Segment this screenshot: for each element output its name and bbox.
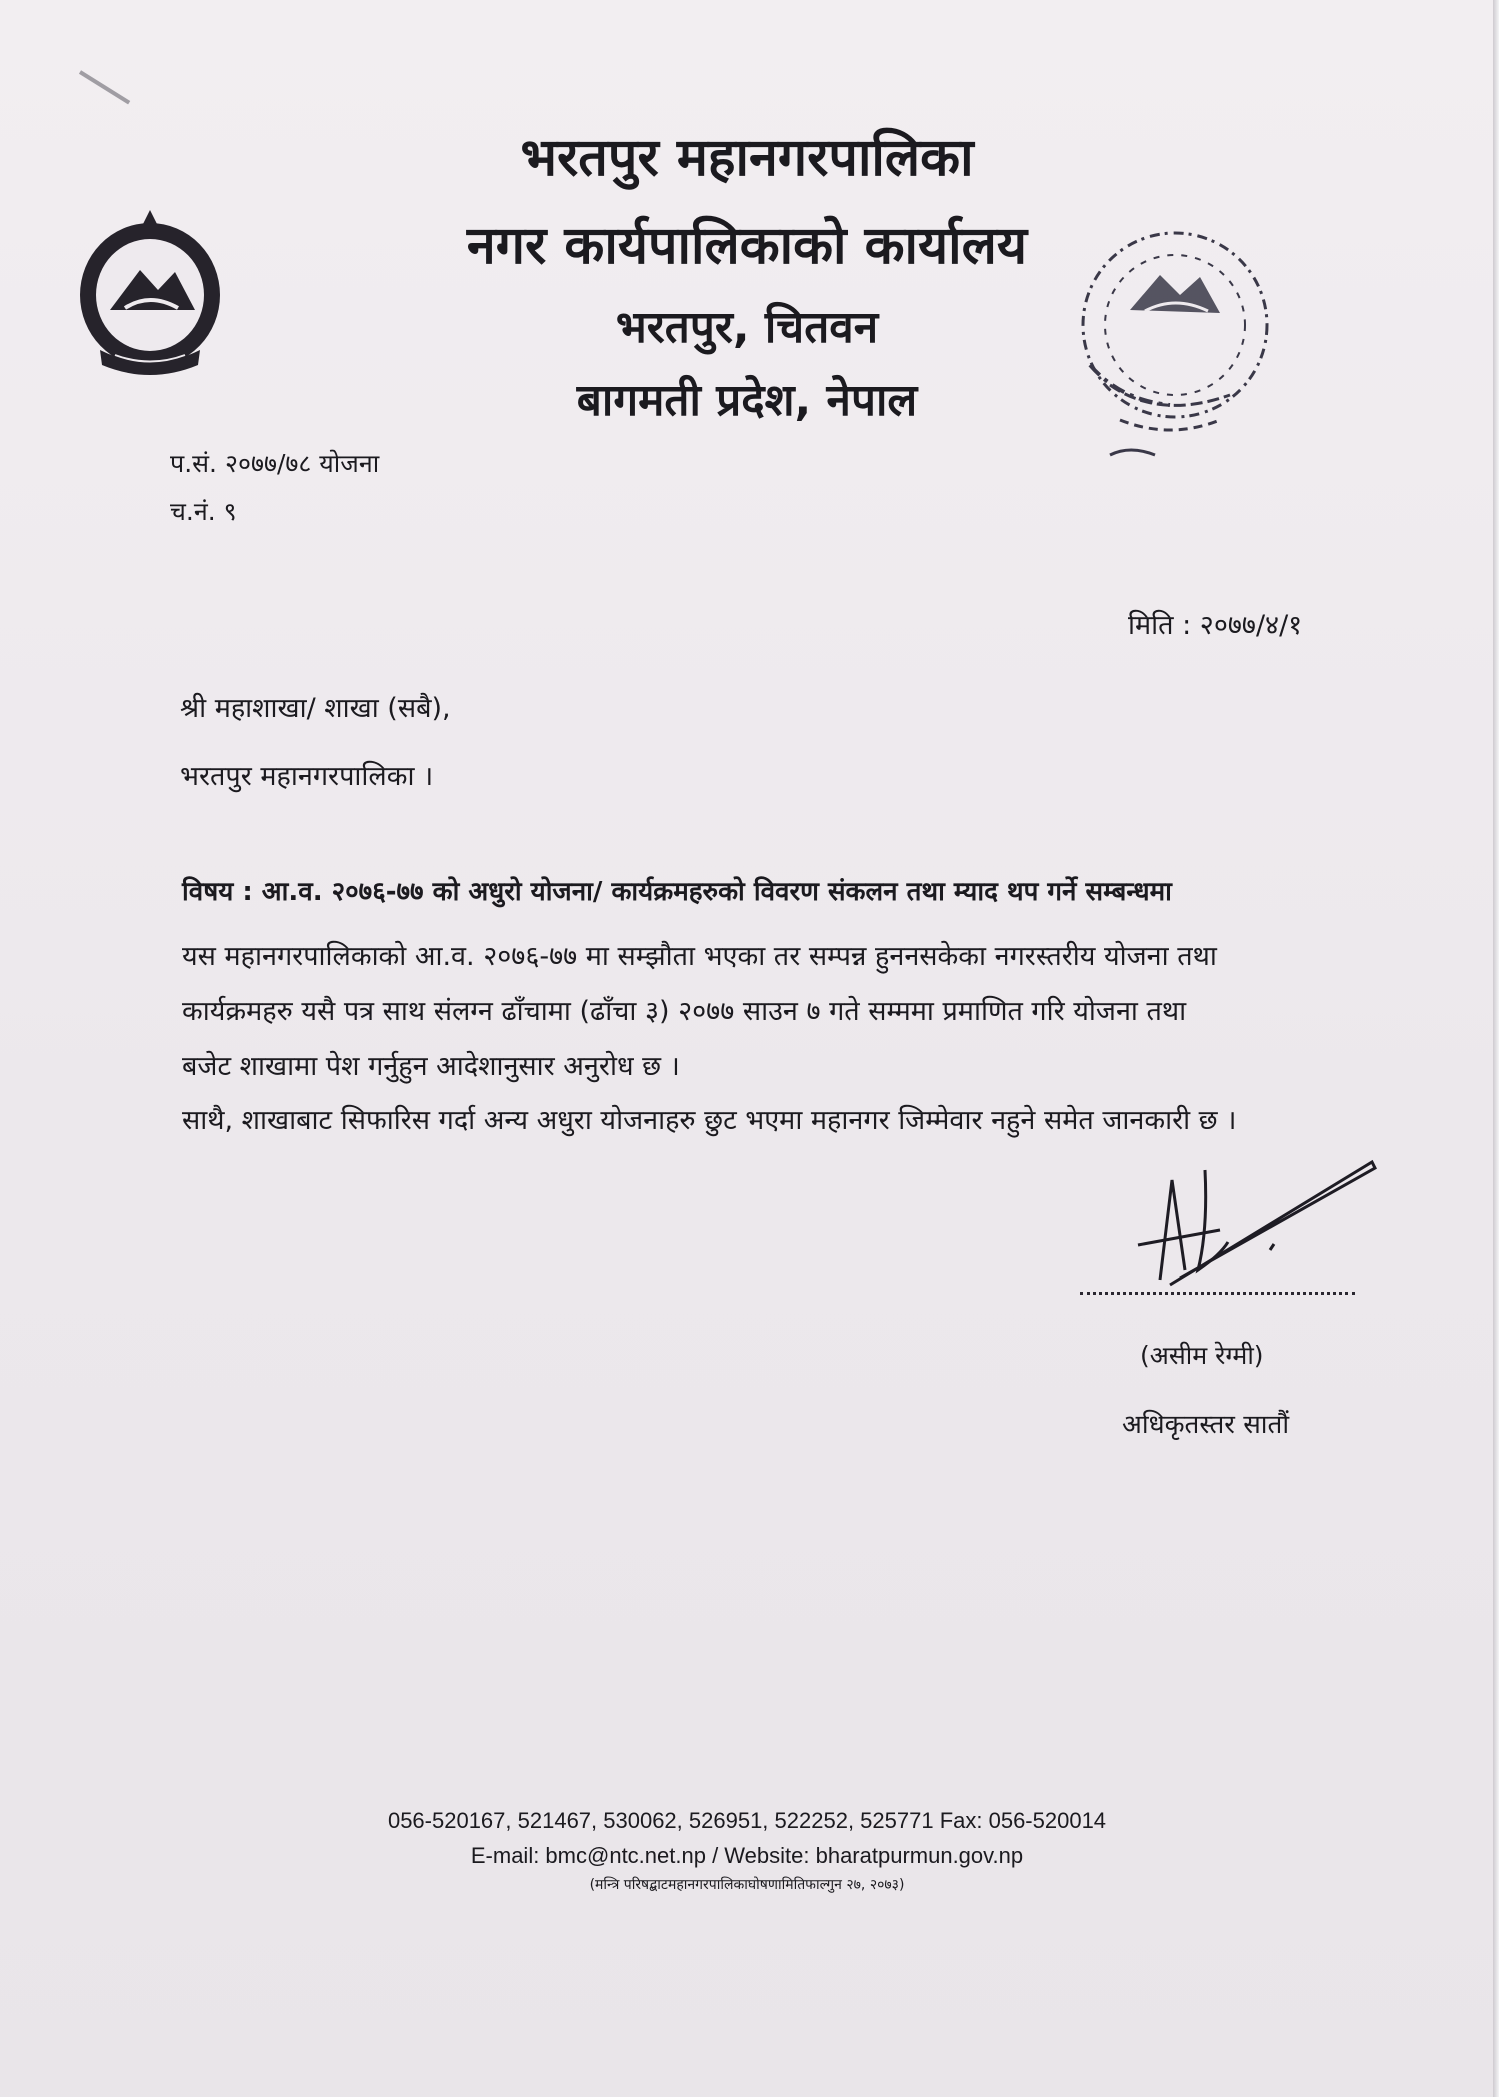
header-office: नगर कार्यपालिकाको कार्यालय xyxy=(466,216,1028,276)
reference-number: प.सं. २०७७/७८ योजना xyxy=(170,449,380,478)
footer-phone-fax: 056-520167, 521467, 530062, 526951, 522252, 525771 Fax: 056-520014 xyxy=(387,1808,1107,1833)
header-municipality: भरतपुर महानगरपालिका xyxy=(520,128,974,188)
signatory-designation: अधिकृतस्तर सातौं xyxy=(1122,1410,1290,1440)
footer-email-website: E-mail: bmc@ntc.net.np / Website: bharatpurmun.gov.np xyxy=(470,1843,1024,1868)
letter-subject: विषय : आ.व. २०७६-७७ को अधुरो योजना/ कार्यक्रमहरुको विवरण संकलन तथा म्याद थप गर्ने सम्बन्धमा xyxy=(182,877,1172,907)
header-province: बागमती प्रदेश, नेपाल xyxy=(576,375,918,426)
body-para2: साथै, शाखाबाट सिफारिस गर्दा अन्य अधुरा योजनाहरु छुट भएमा महानगर जिम्मेवार नहुने समेत जानकारी छ । xyxy=(182,1105,1237,1136)
dispatch-number: च.नं. ९ xyxy=(170,497,237,526)
body-para1-line3: बजेट शाखामा पेश गर्नुहुन आदेशानुसार अनुरोध छ । xyxy=(182,1051,680,1082)
recipient-line-1: श्री महाशाखा/ शाखा (सबै), xyxy=(180,693,451,724)
handwritten-signature-icon xyxy=(1110,1150,1390,1290)
header-city: भरतपुर, चितवन xyxy=(615,302,879,353)
office-stamp-icon xyxy=(1060,215,1280,465)
body-para1-line2: कार्यक्रमहरु यसै पत्र साथ संलग्न ढाँचामा (ढाँचा ३) २०७७ साउन ७ गते सम्ममा प्रमाणित गरि योजना तथा xyxy=(182,996,1187,1027)
signature-line xyxy=(1080,1292,1355,1295)
signatory-name: (असीम रेग्मी) xyxy=(1140,1341,1264,1370)
letter-date: मिति : २०७७/४/१ xyxy=(1128,610,1303,641)
footer-declaration-note: (मन्त्रि परिषद्बाटमहानगरपालिकाघोषणामितिफाल्गुन २७, २०७३) xyxy=(589,1877,905,1893)
recipient-line-2: भरतपुर महानगरपालिका । xyxy=(180,761,434,792)
body-para1-line1: यस महानगरपालिकाको आ.व. २०७६-७७ मा सम्झौता भएका तर सम्पन्न हुननसकेका नगरस्तरीय योजना तथा xyxy=(182,941,1217,972)
